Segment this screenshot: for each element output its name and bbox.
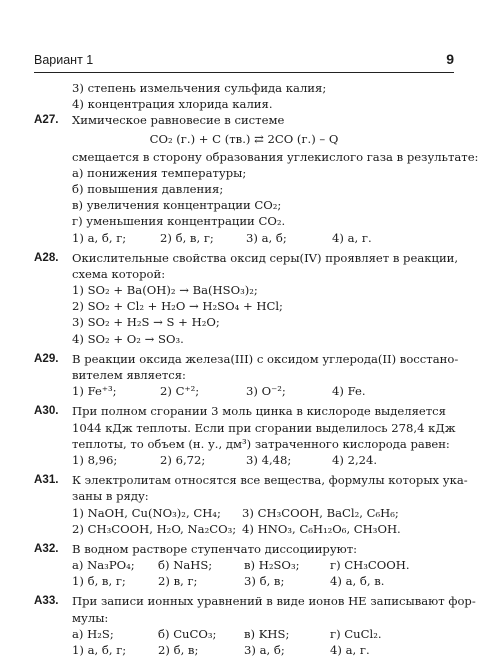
a27-item-c: в) увеличения концентрации CO₂; — [72, 198, 282, 213]
a27-answers — [34, 230, 454, 246]
item-option: г) CH₃COOH. — [330, 558, 410, 573]
question-number: А31. — [34, 473, 59, 487]
item-option: а) H₂S; — [72, 626, 114, 641]
question-number: А29. — [34, 351, 59, 365]
answer-option: 1) а, б, г; — [72, 230, 127, 245]
a26-option-4: 4) концентрация хлорида калия. — [72, 97, 273, 112]
item-option: г) CuCl₂. — [330, 626, 382, 641]
item-option: б) NaHS; — [158, 558, 213, 573]
question-number: А27. — [34, 113, 59, 127]
a31-answers-row-2 — [34, 521, 454, 537]
a29-text-2: вителем является: — [72, 368, 186, 382]
a32-items — [34, 557, 454, 573]
a32-answers — [34, 573, 454, 589]
a33-answers — [34, 642, 454, 658]
question-text: Окислительные свойства оксид серы(IV) проявляет в реакции, — [72, 250, 459, 265]
answer-option: 2) в, г; — [158, 574, 198, 589]
item-option: в) KHS; — [244, 626, 290, 641]
answer-option: 1) NaOH, Cu(NO₃)₂, CH₄; — [72, 505, 221, 520]
page-content — [34, 80, 479, 658]
a27-item-b: б) повышения давления; — [72, 181, 224, 196]
a28-reaction-1: 1) SO₂ + Ba(OH)₂ → Ba(HSO₃)₂; — [72, 283, 258, 298]
question-number: А28. — [34, 250, 59, 264]
question-text: В реакции оксида железа(III) с оксидом углерода(II) восстано- — [72, 351, 459, 366]
a27-item-a: а) понижения температуры; — [72, 165, 247, 180]
question-a30 — [34, 403, 454, 419]
question-text: При записи ионных уравнений в виде ионов НЕ записывают фор- — [72, 594, 476, 609]
answer-option: 1) Fe⁺³; — [72, 384, 117, 399]
answer-option: 3) а, б; — [244, 643, 285, 657]
question-a33 — [34, 593, 476, 609]
a27-text-2: смещается в сторону образования углекислого газа в результате: — [72, 149, 479, 164]
question-number: А30. — [34, 404, 59, 418]
answer-option: 2) 6,72; — [160, 452, 206, 467]
page-number: 9 — [446, 51, 454, 67]
question-text: К электролитам относятся все вещества, формулы которых ука- — [72, 473, 468, 488]
answer-option: 1) а, б, г; — [72, 643, 127, 657]
a29-answers — [34, 383, 454, 399]
a28-reaction-3: 3) SO₂ + H₂S → S + H₂O; — [72, 315, 220, 330]
a30-text-2: 1044 кДж теплоты. Если при сгорании выделилось 278,4 кДж — [72, 420, 456, 435]
answer-option: 4) 2,24. — [332, 452, 378, 467]
a28-reaction-4: 4) SO₂ + O₂ → SO₃. — [72, 331, 184, 346]
answer-option: 1) б, в, г; — [72, 574, 126, 589]
question-text: В водном растворе ступенчато диссоциируют: — [72, 541, 358, 556]
a27-equation: CO₂ (г.) + C (тв.) ⇄ 2CO (г.) – Q — [149, 131, 339, 146]
answer-option: 2) б, в; — [158, 643, 199, 657]
answer-option: 3) б, в; — [244, 574, 285, 589]
question-number: А33. — [34, 594, 59, 608]
item-option: б) CuCO₃; — [158, 626, 217, 641]
question-a31 — [34, 472, 468, 488]
answer-option: 4) а, б, в. — [330, 574, 385, 589]
a30-text-3: теплоты, то объем (н. у., дм³) затраченного кислорода равен: — [72, 436, 450, 451]
answer-option: 4) HNO₃, C₆H₁₂O₆, CH₃OH. — [242, 521, 401, 536]
question-a32 — [34, 541, 454, 557]
question-number: А32. — [34, 541, 59, 555]
answer-option: 4) а, г. — [332, 230, 372, 245]
page-header — [34, 50, 454, 73]
answer-option: 2) CH₃COOH, H₂O, Na₂CO₃; — [72, 521, 237, 536]
question-a27 — [34, 112, 454, 128]
answer-option: 3) CH₃COOH, BaCl₂, C₆H₆; — [242, 505, 399, 520]
item-option: а) Na₃PO₄; — [72, 558, 135, 573]
answer-option: 4) Fe. — [332, 384, 366, 399]
question-a29 — [34, 351, 459, 367]
question-text: Химическое равновесие в системе — [72, 113, 285, 128]
answer-option: 3) а, б; — [246, 230, 287, 245]
a30-answers — [34, 452, 454, 468]
a31-answers-row-1 — [34, 505, 454, 521]
answer-option: 3) 4,48; — [246, 452, 292, 467]
a28-reaction-2: 2) SO₂ + Cl₂ + H₂O → H₂SO₄ + HCl; — [72, 299, 283, 314]
variant-title: Вариант 1 — [34, 53, 94, 67]
answer-option: 2) C⁺²; — [160, 384, 200, 399]
a33-items — [34, 626, 454, 642]
question-text: При полном сгорании 3 моль цинка в кислороде выделяется — [72, 404, 446, 419]
a27-item-d: г) уменьшения концентрации CO₂. — [72, 214, 286, 229]
answer-option: 1) 8,96; — [72, 452, 118, 467]
answer-option: 2) б, в, г; — [160, 230, 214, 245]
a33-text-2: мулы: — [72, 610, 109, 625]
a31-text-2: заны в ряду: — [72, 489, 149, 504]
a26-option-3: 3) степень измельчения сульфида калия; — [72, 81, 327, 95]
item-option: в) H₂SO₃; — [244, 558, 300, 573]
answer-option: 4) а, г. — [330, 643, 370, 657]
a28-text-2: схема которой: — [72, 266, 166, 281]
question-a28 — [34, 250, 459, 266]
answer-option: 3) O⁻²; — [246, 384, 286, 399]
